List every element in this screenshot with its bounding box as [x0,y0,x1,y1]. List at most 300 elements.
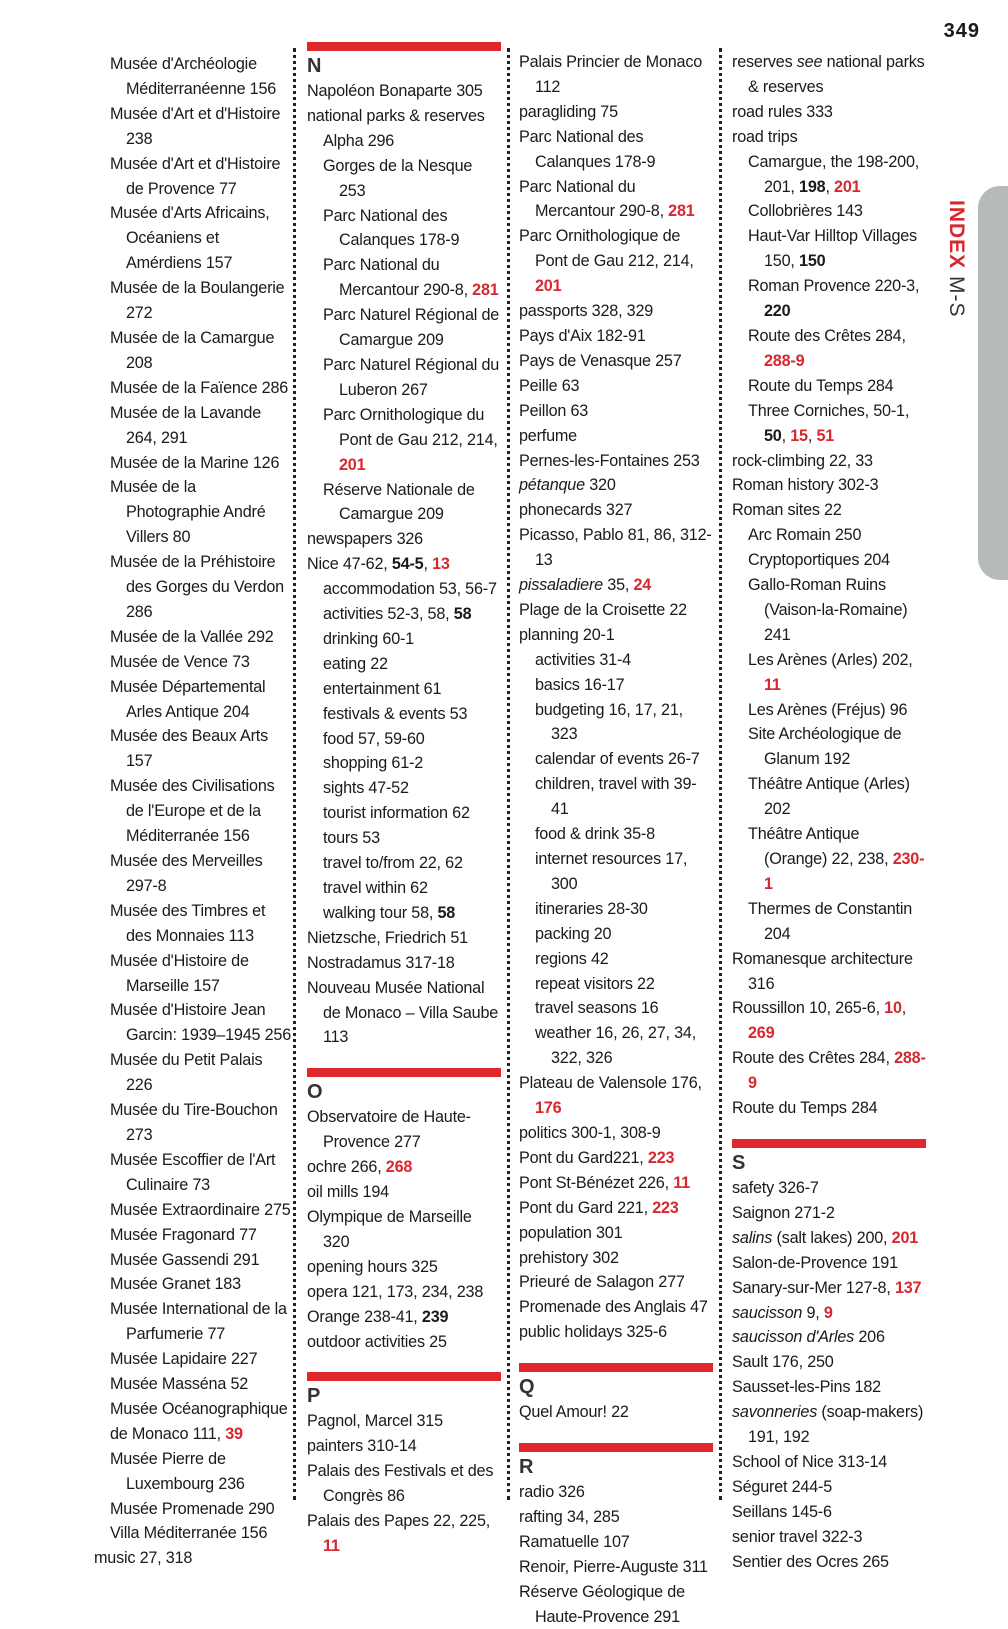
index-subentry [519,698,713,748]
entry-text: Villa Méditerranée 156 [110,1524,268,1543]
entry-text: 35, [602,576,634,595]
entry-text: Musée d'Histoire Jean Garcin: 1939–1945 256 [110,1001,292,1045]
entry-text: Musée de la Préhistoire des Gorges du Verdon 286 [110,553,284,621]
index-entry [732,50,926,100]
index-subentry [732,698,926,723]
tab-range-label: M-S [945,276,968,318]
entry-text: painters 310-14 [307,1437,417,1456]
entry-text: savonneries [732,1403,818,1422]
index-entry [519,498,713,523]
index-subentry [519,1021,713,1071]
index-subentry [519,922,713,947]
section-bar [519,1443,713,1452]
section-header [307,42,501,79]
index-entry [519,1555,713,1580]
entry-text: pissaladiere [519,576,603,595]
index-entry [94,774,292,849]
entry-text: travel seasons 16 [535,999,659,1018]
entry-text: Musée Extraordinaire 275 [110,1200,291,1219]
index-entry [732,473,926,498]
index-entry [94,376,292,401]
entry-text: , [781,426,791,445]
entry-text: phonecards 327 [519,501,633,520]
index-entry [307,1280,501,1305]
entry-text: Musée du Petit Palais 226 [110,1051,263,1095]
entry-text: Picasso, Pablo 81, 86, 312-13 [519,526,712,570]
entry-text: Palais Princier de Monaco 112 [519,53,703,96]
entry-text: (soap-makers) 191, 192 [748,1403,924,1447]
section-bar [519,1363,713,1372]
entry-text: Parc National des Calanques 178-9 [323,206,460,250]
entry-text: Roman sites 22 [732,501,842,520]
index-entry [307,1330,501,1355]
entry-text: travel within 62 [323,879,428,897]
map-page-ref: 137 [894,1278,922,1297]
column-divider [293,48,296,1500]
entry-text: tours 53 [323,829,380,848]
entry-text: road trips [732,127,798,146]
index-entry [732,1525,926,1550]
index-subentry [732,573,926,648]
index-subentry [519,772,713,822]
index-entry [519,224,713,299]
entry-text: Sausset-les-Pins 182 [732,1378,881,1397]
entry-text: Route des Crêtes 284, [748,326,906,345]
map-page-ref: 9 [823,1303,833,1322]
entry-text: Orange 238-41, [307,1307,422,1326]
map-page-ref: 268 [385,1158,413,1177]
index-entry [94,849,292,899]
entry-text: Parc National du Mercantour 290-8, [519,177,669,221]
map-page-ref: 24 [633,576,652,595]
index-side-tab-label [932,200,982,350]
index-entry [94,276,292,326]
map-page-ref: 281 [472,281,499,300]
entry-text: music 27, 318 [94,1549,193,1568]
entry-text: Musée d'Art et d'Histoire 238 [110,104,281,148]
index-subentry [307,154,501,204]
entry-text: rock-climbing 22, 33 [732,451,873,470]
entry-text: see [796,53,823,71]
entry-text: calendar of events 26-7 [535,750,700,769]
index-entry [94,1148,292,1198]
index-entry [732,125,926,150]
index-entry [519,1071,713,1121]
index-subentry [307,727,501,752]
index-entry [519,1246,713,1271]
index-subentry [732,897,926,947]
index-entry [732,1226,926,1251]
index-subentry [732,722,926,772]
index-subentry [732,274,926,324]
entry-text: Ramatuelle 107 [519,1532,630,1551]
index-entry [519,623,713,648]
entry-text: Route du Temps 284 [748,376,894,395]
entry-text: sights 47-52 [323,779,409,798]
section-letter: N [307,55,322,77]
index-subentry [307,876,501,901]
entry-text: Three Corniches, 50-1, [748,401,910,420]
index-entry [732,1096,926,1121]
map-page-ref: 11 [323,1536,340,1555]
index-entry [519,1320,713,1345]
entry-text: Sentier des Ocres 265 [732,1552,889,1571]
index-entry [732,498,926,523]
index-subentry [307,751,501,776]
index-subentry [732,523,926,548]
entry-text: politics 300-1, 308-9 [519,1123,661,1142]
entry-text: travel to/from 22, 62 [323,854,463,873]
entry-text: 9, [802,1303,824,1322]
index-subentry [307,776,501,801]
entry-text: Nietzsche, Friedrich 51 [307,928,468,947]
entry-text: safety 326-7 [732,1178,819,1197]
map-page-ref: 201 [834,177,861,196]
entry-text: Salon-de-Provence 191 [732,1253,898,1272]
entry-text: Les Arènes (Arles) 202, [748,650,913,669]
map-page-ref: 269 [748,1024,775,1043]
index-subentry [307,602,501,627]
entry-text: perfume [519,426,577,445]
index-subentry [732,199,926,224]
map-page-ref: 51 [816,426,835,445]
section-bar [732,1139,926,1148]
photo-page-ref: 54-5 [391,555,424,574]
entry-text: paragliding 75 [519,102,618,121]
index-entry [519,324,713,349]
entry-text: Musée de la Photographie André Villers 80 [110,478,266,547]
photo-page-ref: 220 [764,302,791,321]
index-entry [519,573,713,598]
map-page-ref: 39 [225,1424,243,1443]
index-subentry [307,353,501,403]
index-subentry [307,303,501,353]
index-entry [307,552,501,577]
index-subentry [519,822,713,847]
index-entry [94,52,292,102]
index-entry [94,1272,292,1297]
column-divider [507,48,510,1500]
photo-page-ref: 198 [799,177,826,196]
index-entry [94,1521,292,1546]
entry-text: (salt lakes) 200, [772,1228,892,1247]
index-entry [732,1251,926,1276]
map-page-ref: 223 [652,1198,679,1217]
index-entry [519,374,713,399]
entry-text: Musée Gassendi 291 [110,1250,260,1269]
entry-text: Pont St-Bénézet 226, [519,1173,674,1192]
index-entry [307,926,501,951]
index-subentry [307,577,501,602]
entry-text: , [825,177,835,196]
entry-text: Gallo-Roman Ruins (Vaison-la-Romaine) 241 [748,576,908,644]
tab-index-label: INDEX [945,200,968,270]
entry-text: packing 20 [535,924,612,943]
map-page-ref: 10 [884,999,902,1018]
entry-text: internet resources 17, 300 [535,850,688,893]
index-entry [94,949,292,999]
entry-text: Musée d'Histoire de Marseille 157 [110,951,249,995]
entry-text: food & drink 35-8 [535,825,655,844]
entry-text: shopping 61-2 [323,754,424,773]
entry-text: rafting 34, 285 [519,1507,620,1526]
index-entry [307,1180,501,1205]
index-subentry [732,548,926,573]
index-entry [519,1121,713,1146]
index-subentry [307,826,501,851]
index-entry [519,1530,713,1555]
index-entry [94,1372,292,1397]
index-entry [307,1409,501,1434]
index-entry [94,1297,292,1347]
entry-text: Peillon 63 [519,401,589,420]
entry-text: 206 [854,1328,885,1347]
index-entry [519,175,713,225]
entry-text: Musée de la Marine 126 [110,453,280,472]
index-entry [94,102,292,152]
entry-text: Pont du Gard 221, [519,1198,653,1217]
index-entry [94,1397,292,1422]
entry-text: Musée International de la Parfumerie 77 [110,1300,287,1344]
section-letter: Q [519,1376,535,1399]
entry-text: Musée Départemental Arles Antique 204 [110,677,266,721]
index-column-2 [307,50,501,1559]
section-header [307,1068,501,1105]
index-entry [94,1447,292,1497]
entry-text: festivals & events 53 [323,704,468,723]
section-bar [307,42,501,51]
map-page-ref: 201 [891,1228,919,1247]
entry-text: Route du Temps 284 [732,1099,878,1118]
index-subentry [307,129,501,154]
entry-text: Musée Granet 183 [110,1275,241,1294]
index-column-3 [519,50,713,1629]
index-side-tab [978,186,1008,580]
entry-text: Plateau de Valensole 176, [519,1074,702,1093]
index-entry [519,523,713,573]
index-entry [94,152,292,202]
index-entry [94,1546,292,1571]
entry-text: newspapers 326 [307,530,423,549]
map-page-ref: 201 [535,277,562,296]
entry-text: Arc Romain 250 [748,526,862,545]
index-entry [307,1509,501,1559]
entry-text: Pagnol, Marcel 315 [307,1412,443,1431]
entry-text: Nice 47-62, [307,555,392,574]
entry-text: Gorges de la Nesque 253 [323,156,473,200]
entry-text: Musée Masséna 52 [110,1375,249,1394]
index-subentry [519,897,713,922]
entry-text: Musée des Civilisations de l'Europe et de la Méditerranée 156 [110,777,275,846]
entry-text: Route des Crêtes 284, [732,1049,895,1068]
index-entry [519,1295,713,1320]
index-column-1 [94,52,292,1571]
index-entry [307,1459,501,1509]
entry-text: Musée du Tire-Bouchon 273 [110,1101,278,1144]
index-entry [732,1276,926,1301]
map-page-ref: 15 [790,426,808,445]
index-entry [307,976,501,1051]
section-header [519,1443,713,1480]
index-subentry [519,747,713,772]
entry-text: national parks & reserves [748,53,925,96]
index-entry [94,1422,292,1447]
entry-text: 320 [584,476,616,495]
entry-text: children, travel with 39-41 [535,775,697,819]
index-entry [732,100,926,125]
index-entry [519,1580,713,1629]
entry-text: pétanque [519,476,585,495]
index-subentry [519,673,713,698]
index-entry [519,1146,713,1171]
index-subentry [307,627,501,652]
entry-text: Peille 63 [519,376,580,395]
index-entry [519,424,713,449]
index-subentry [519,947,713,972]
entry-text: Théâtre Antique (Orange) 22, 238, [748,825,893,868]
photo-page-ref: 58 [437,903,456,922]
map-page-ref: 176 [535,1099,562,1118]
index-entry [94,650,292,675]
entry-text: Musée Promenade 290 [110,1499,275,1518]
entry-text: Nouveau Musée National de Monaco – Villa Saube 113 [307,978,499,1047]
entry-text: Promenade des Anglais 47 [519,1298,708,1317]
section-header [732,1139,926,1176]
index-entry [307,951,501,976]
entry-text: prehistory 302 [519,1248,619,1267]
map-page-ref: 11 [764,675,781,694]
entry-text: planning 20-1 [519,625,615,644]
page-number: 349 [943,20,980,42]
map-page-ref: 201 [339,455,366,474]
entry-text: Pernes-les-Fontaines 253 [519,451,700,470]
index-subentry [732,224,926,274]
entry-text: Seillans 145-6 [732,1502,832,1521]
entry-text: Les Arènes (Fréjus) 96 [748,700,908,719]
entry-text: Pays de Venasque 257 [519,351,682,370]
index-subentry [519,847,713,897]
entry-text: road rules 333 [732,102,833,121]
entry-text: Renoir, Pierre-Auguste 311 [519,1557,708,1576]
index-entry [519,1270,713,1295]
entry-text: Romanesque architecture 316 [732,949,913,993]
entry-text: Observatoire de Haute-Provence 277 [307,1108,471,1152]
index-entry [519,1505,713,1530]
index-subentry [732,399,926,449]
entry-text: School of Nice 313-14 [732,1452,888,1471]
entry-text: Nostradamus 317-18 [307,953,455,972]
index-subentry [307,403,501,478]
index-entry [519,1196,713,1221]
index-entry [94,401,292,451]
entry-text: ochre 266, [307,1158,386,1177]
index-entry [307,1155,501,1180]
map-page-ref: 288-9 [748,1049,926,1093]
entry-text: Sault 176, 250 [732,1353,834,1372]
entry-text: Parc National des Calanques 178-9 [519,127,656,171]
index-entry [94,724,292,774]
index-column-4 [732,50,926,1574]
index-entry [732,1550,926,1575]
entry-text: Haut-Var Hilltop Villages 150, [748,227,917,271]
entry-text: Camargue, the 198-200, 201, [748,152,920,196]
index-entry [94,675,292,725]
index-entry [307,1434,501,1459]
entry-text: Sanary-sur-Mer 127-8, [732,1278,895,1297]
index-entry [94,899,292,949]
index-entry [732,449,926,474]
entry-text: Prieuré de Salagon 277 [519,1273,685,1292]
index-entry [732,1176,926,1201]
entry-text: , [807,426,817,445]
entry-text: repeat visitors 22 [535,974,655,993]
entry-text: Thermes de Constantin 204 [748,899,913,943]
index-entry [307,1105,501,1155]
index-entry [519,299,713,324]
section-letter: P [307,1385,321,1408]
section-letter: R [519,1456,534,1479]
index-subentry [307,652,501,677]
entry-text: Parc Ornithologique de Pont de Gau 212, 214, [519,227,694,271]
index-entry [307,1255,501,1280]
index-entry [94,550,292,625]
entry-text: Séguret 244-5 [732,1477,832,1496]
index-entry [519,125,713,175]
index-subentry [732,822,926,897]
entry-text: tourist information 62 [323,804,470,823]
index-entry [732,1350,926,1375]
photo-page-ref: 150 [799,252,826,271]
entry-text: Roman Provence 220-3, [748,277,920,296]
index-entry [94,625,292,650]
index-entry [732,1301,926,1326]
index-subentry [519,996,713,1021]
entry-text: senior travel 322-3 [732,1527,863,1546]
entry-text: Pont du Gard221, [519,1148,648,1167]
index-entry [94,1497,292,1522]
section-header [307,1372,501,1409]
entry-text: Réserve Géologique de Haute-Provence 291 [519,1582,685,1626]
index-entry [732,996,926,1046]
entry-text: Musée des Timbres et des Monnaies 113 [110,901,266,945]
entry-text: oil mills 194 [307,1183,389,1202]
index-subentry [307,253,501,303]
entry-text: Musée d'Art et d'Histoire de Provence 77 [110,154,281,198]
entry-text: reserves [732,53,797,71]
index-entry [519,1171,713,1196]
entry-text: Musée de la Boulangerie 272 [110,279,285,323]
index-entry [307,79,501,104]
index-subentry [307,204,501,254]
entry-text: regions 42 [535,949,609,968]
index-entry [307,527,501,552]
index-entry [519,473,713,498]
map-page-ref: 230-1 [764,850,925,893]
entry-text: Palais des Festivals et des Congrès 86 [307,1462,494,1506]
entry-text: Parc Naturel Régional de Camargue 209 [323,306,500,350]
entry-text: walking tour 58, [323,903,438,922]
entry-text: Napoléon Bonaparte 305 [307,82,483,100]
entry-text: public holidays 325-6 [519,1323,667,1342]
index-entry [94,998,292,1048]
entry-text: budgeting 16, 17, 21, 323 [535,700,683,744]
index-entry [519,349,713,374]
section-bar [307,1068,501,1077]
entry-text: Collobrières 143 [748,202,863,221]
entry-text: Palais des Papes 22, 225, [307,1512,491,1531]
entry-text: saucisson [732,1303,803,1322]
entry-text: Musée d'Arts Africains, Océaniens et Amérdiens 157 [110,204,270,273]
